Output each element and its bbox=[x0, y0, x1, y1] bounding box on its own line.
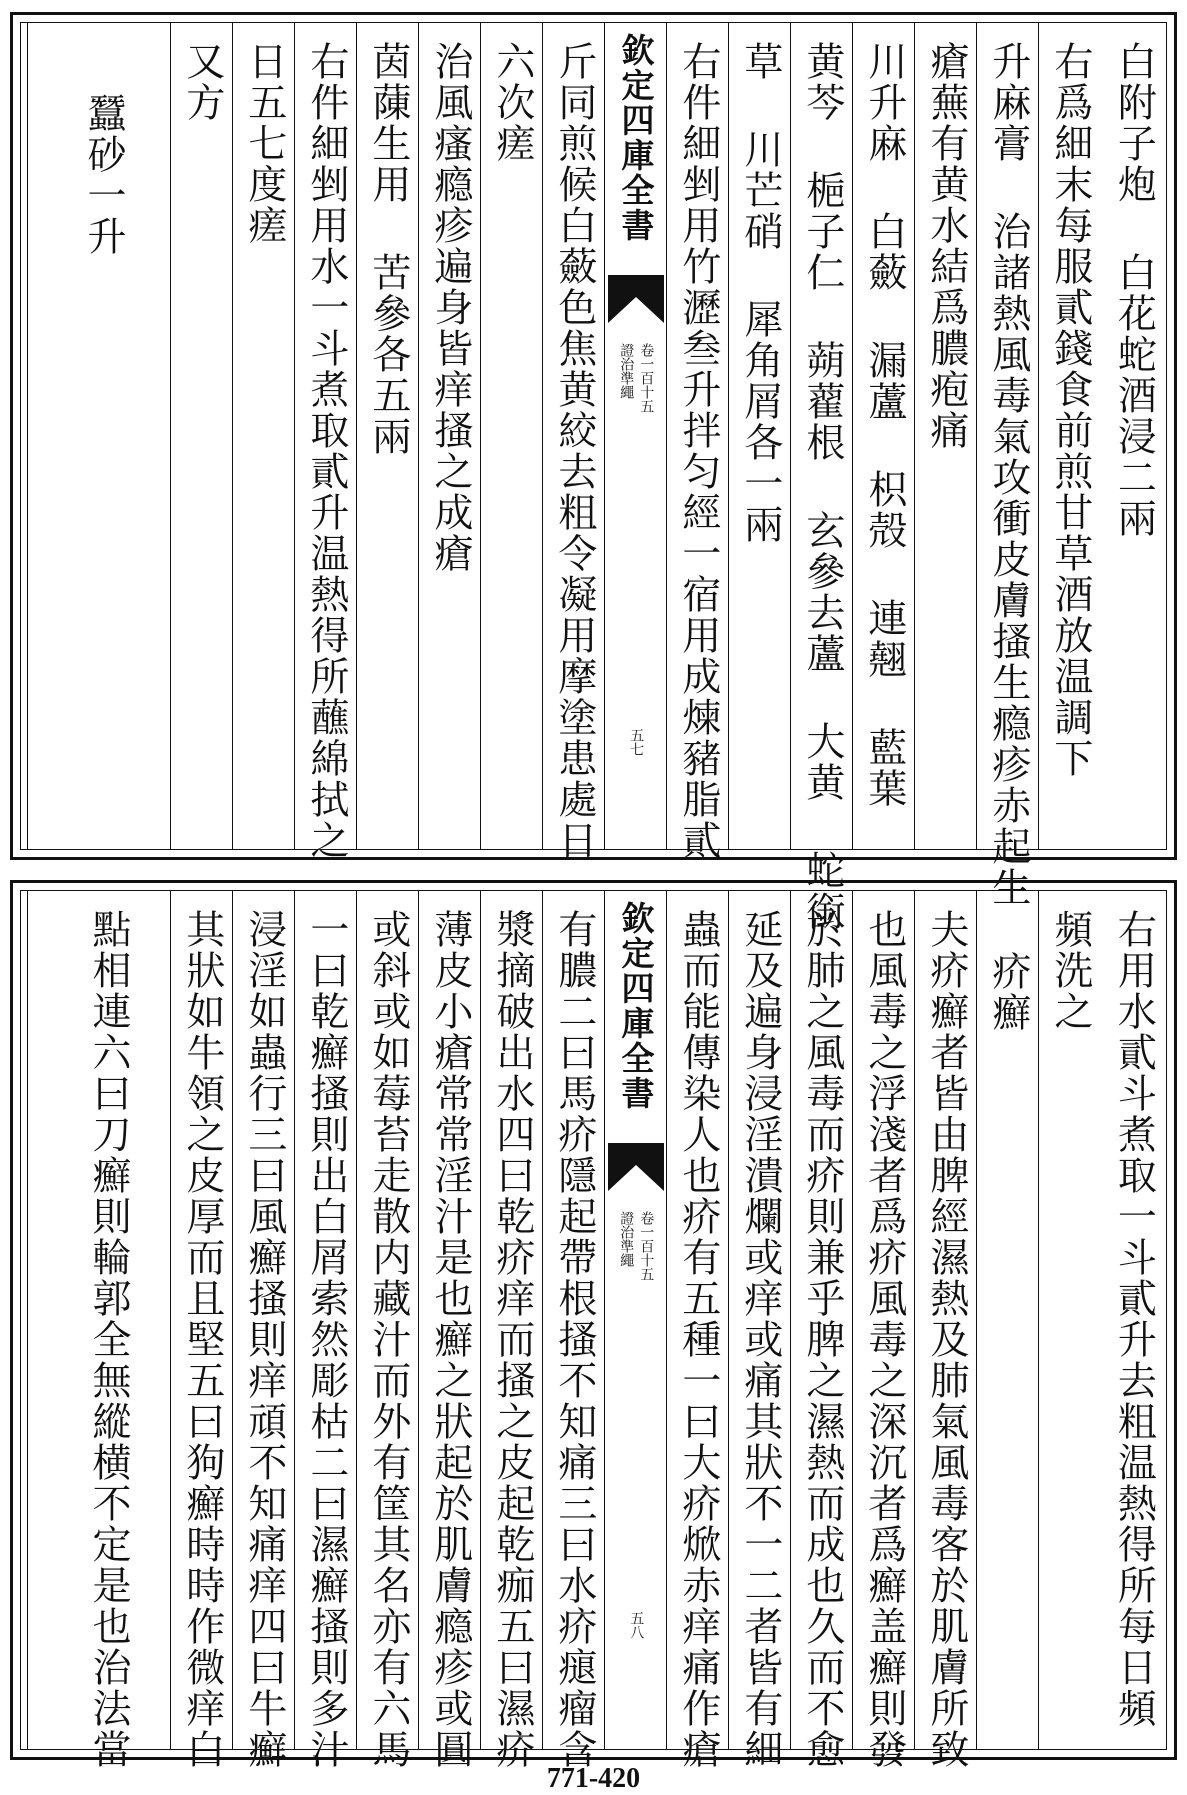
bottom-page-inner-border bbox=[20, 890, 1167, 1770]
text-column: 右件細剉用水一斗煮取貳升温熱得所蘸綿拭之 bbox=[294, 23, 356, 849]
text-column: 右用水貳斗煮取一斗貳升去粗温熱得所每日頻 bbox=[1111, 909, 1157, 1729]
text-column: 延及遍身浸淫潰爛或痒或痛其狀不一二者皆有細 bbox=[728, 891, 790, 1749]
page-footer-number: 771-420 bbox=[546, 1763, 641, 1794]
volume-number: 卷一百十五 bbox=[638, 343, 655, 413]
top-page-frame bbox=[10, 12, 1177, 932]
text-column: 右件細剉用竹瀝叁升拌匀經一宿用成煉豬脂貳 bbox=[666, 23, 728, 849]
text-column: 浸淫如蟲行三曰風癬搔則痒頑不知痛痒四曰牛癬 bbox=[232, 891, 294, 1749]
text-column: 白附子炮 白花蛇酒浸二兩 bbox=[1111, 41, 1157, 539]
text-column: 一曰乾癬搔則出白屑索然彫枯二曰濕癬搔則多汁 bbox=[294, 891, 356, 1749]
text-column: 日五七度瘥 bbox=[232, 23, 294, 849]
fishtail-mark bbox=[608, 275, 664, 323]
text-column: 茵蔯生用 苦參各五兩 bbox=[356, 23, 418, 849]
book-name: 證治準繩 bbox=[618, 1211, 635, 1267]
text-column: 草 川芒硝 犀角屑各一兩 bbox=[728, 23, 790, 849]
book-title: 欽定四庫全書 bbox=[616, 33, 656, 243]
text-column: 升麻膏 治諸熱風毒氣攻衝皮膚搔生瘾疹赤起生 bbox=[976, 23, 1038, 849]
text-column: 於肺之風毒而疥則兼乎脾之濕熱而成也久而不愈 bbox=[790, 891, 852, 1749]
bottom-page-frame bbox=[10, 880, 1177, 1770]
page-gutter bbox=[604, 891, 666, 1749]
text-column: 點相連六曰刀癬則輪郭全無縱横不定是也治法當 bbox=[27, 891, 170, 1749]
text-column: 右爲細末每服貳錢食前煎甘草酒放温調下 bbox=[1038, 23, 1100, 849]
text-column: 蠶砂一升 bbox=[27, 23, 170, 849]
text-column: 頻洗之 bbox=[1038, 891, 1100, 1749]
text-column: 漿摘破出水四曰乾疥痒而搔之皮起乾痂五曰濕疥 bbox=[480, 891, 542, 1749]
text-column: 黄芩 梔子仁 蒴藋根 玄參去蘆 大黄 蛇銜 bbox=[790, 23, 852, 849]
section-heading: 疥癬 bbox=[985, 951, 1031, 1033]
text-column: 也風毒之浮淺者爲疥風毒之深沉者爲癬盖癬則發 bbox=[852, 891, 914, 1749]
text-column: 有膿二曰馬疥隱起帶根搔不知痛三曰水疥㾼瘤含 bbox=[542, 891, 604, 1749]
top-page-inner-border bbox=[20, 22, 1167, 932]
page-number: 五七 bbox=[628, 728, 645, 756]
text-column: 治風瘙瘾疹遍身皆痒搔之成瘡 bbox=[418, 23, 480, 849]
page-gutter bbox=[604, 23, 666, 849]
text-column: 又方 bbox=[170, 23, 232, 849]
book-name: 證治準繩 bbox=[618, 343, 635, 399]
text-column: 斤同煎候白蘞色焦黄絞去粗令凝用摩塗患處日 bbox=[542, 23, 604, 849]
text-column: 其狀如牛領之皮厚而且堅五曰狗癬時時作微痒白 bbox=[170, 891, 232, 1749]
volume-number: 卷一百十五 bbox=[638, 1211, 655, 1281]
section-heading-column bbox=[976, 891, 1038, 1749]
text-column: 六次瘥 bbox=[480, 23, 542, 849]
text-column: 川升麻 白蘞 漏蘆 枳殻 連翹 藍葉 bbox=[852, 23, 914, 849]
text-column: 薄皮小瘡常常淫汁是也癬之狀起於肌膚瘾疹或圓 bbox=[418, 891, 480, 1749]
text-column: 夫疥癬者皆由脾經濕熱及肺氣風毒客於肌膚所致 bbox=[914, 891, 976, 1749]
text-column: 蟲而能傳染人也疥有五種一曰大疥焮赤痒痛作瘡 bbox=[666, 891, 728, 1749]
text-column: 或斜或如莓苔走散内藏汁而外有筐其名亦有六馬 bbox=[356, 891, 418, 1749]
book-title: 欽定四庫全書 bbox=[616, 901, 656, 1111]
fishtail-mark bbox=[608, 1143, 664, 1191]
page-number: 五八 bbox=[628, 1611, 645, 1639]
text-column: 瘡蕪有黄水結爲膿疱痛 bbox=[914, 23, 976, 849]
